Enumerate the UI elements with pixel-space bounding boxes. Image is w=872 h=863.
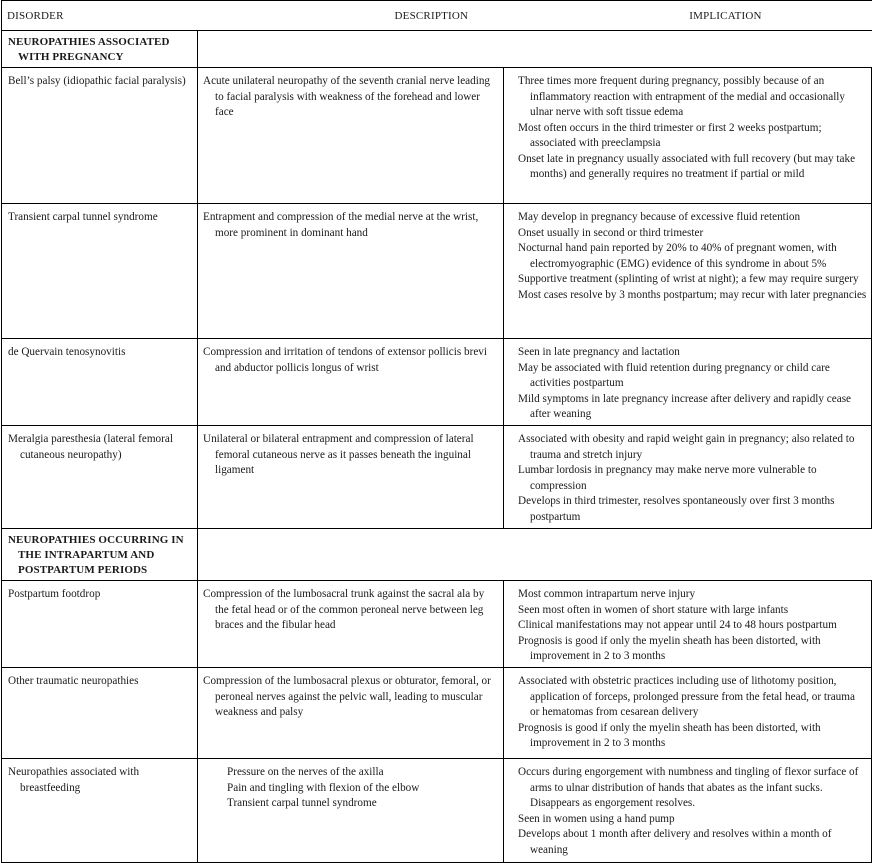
implication-item: Prognosis is good if only the myelin sheath has been distorted, with improvement in 2 to 3 months: [518, 721, 821, 749]
implication-item: May be associated with fluid retention during pregnancy or child care activities postpartum: [518, 361, 830, 389]
disorder-text: Transient carpal tunnel syndrome: [8, 211, 158, 223]
implication-item: Most often occurs in the third trimester or first 2 weeks postpartum; associated with preeclampsia: [518, 121, 822, 149]
header-implication: IMPLICATION: [689, 10, 762, 22]
disorder-text: Meralgia paresthesia (lateral femoral cutaneous neuropathy): [8, 433, 173, 461]
description-cell: [198, 581, 504, 668]
section-title-line: POSTPARTUM PERIODS: [18, 564, 148, 576]
table-row: [2, 581, 872, 668]
implication-item: Seen in women using a hand pump: [518, 812, 675, 825]
implication-cell: [504, 581, 872, 668]
table-row: [2, 668, 872, 759]
disorder-cell: [2, 339, 198, 426]
disorder-cell: [2, 668, 198, 759]
implication-item: Seen in late pregnancy and lactation: [518, 346, 680, 358]
implication-item: Develops in third trimester, resolves spontaneously over first 3 months postpartum: [518, 495, 835, 523]
section-header-row: [2, 31, 872, 68]
implication-item: Clinical manifestations may not appear until 24 to 48 hours postpartum: [518, 619, 837, 631]
description-item: Transient carpal tunnel syndrome: [227, 797, 377, 809]
disorder-text: Postpartum footdrop: [8, 588, 101, 600]
table-row: [2, 759, 872, 863]
disorder-cell: [2, 68, 198, 204]
implication-item: Onset usually in second or third trimester: [518, 226, 704, 239]
description-cell: [198, 426, 504, 529]
description-cell: [198, 339, 504, 426]
disorder-text: Neuropathies associated with breastfeeding: [8, 766, 140, 794]
implication-item: Mild symptoms in late pregnancy increase after delivery and rapidly cease after weaning: [518, 392, 852, 420]
description-cell: [198, 668, 504, 759]
disorder-text: de Quervain tenosynovitis: [8, 346, 126, 358]
description-text: Entrapment and compression of the medial nerve at the wrist, more prominent in dominant hand: [203, 211, 479, 239]
disorder-cell: [2, 759, 198, 863]
implication-item: Nocturnal hand pain reported by 20% to 40% of pregnant women, with electromyographic (EMG) evidence of this syndrome in about 5%: [518, 242, 837, 270]
table-row: [2, 339, 872, 426]
header-description-implication: [198, 1, 872, 31]
implication-cell: [504, 204, 872, 339]
implication-item: Prognosis is good if only the myelin sheath has been distorted, with improvement in 2 to 3 months: [518, 634, 821, 662]
disorder-text: Other traumatic neuropathies: [8, 675, 139, 687]
description-text: Compression of the lumbosacral trunk against the sacral ala by the fetal head or of the common peroneal nerve between leg braces and the fibular head: [203, 588, 485, 631]
implication-item: Associated with obesity and rapid weight gain in pregnancy; also related to trauma and stretch injury: [518, 433, 855, 461]
section-header-row: [2, 529, 872, 581]
implication-item: Three times more frequent during pregnancy, possibly because of an inflammatory reaction with entrapment of the medial and occasionally ulnar nerve with soft tissue edema: [518, 75, 846, 118]
disorder-cell: [2, 581, 198, 668]
implication-cell: [504, 426, 872, 529]
description-cell: [198, 204, 504, 339]
description-text: Compression of the lumbosacral plexus or obturator, femoral, or peroneal nerves against the pelvic wall, leading to muscular weakness and palsy: [203, 675, 491, 718]
implication-item: Occurs during engorgement with numbness and tingling of flexor surface of arms to ulnar distribution of hands that abates as the infant sucks. Disappears as engorgement resolves.: [518, 766, 859, 809]
description-text: Acute unilateral neuropathy of the seventh cranial nerve leading to facial paralysis with weakness of the forehead and lower face: [203, 75, 491, 118]
section-title-line: NEUROPATHIES ASSOCIATED: [8, 36, 170, 48]
description-cell: [198, 759, 504, 863]
implication-item: Lumbar lordosis in pregnancy may make nerve more vulnerable to compression: [518, 464, 817, 492]
implication-item: Associated with obstetric practices including use of lithotomy position, application of forceps, prolonged pressure from the fetal head, or trauma or hematomas from cesarean delivery: [518, 675, 855, 718]
implication-cell: [504, 668, 872, 759]
implication-cell: [504, 759, 872, 863]
table-row: [2, 426, 872, 529]
section-title-line: WITH PREGNANCY: [18, 51, 124, 63]
description-text: Unilateral or bilateral entrapment and compression of lateral femoral cutaneous nerve as it passes beneath the inguinal ligament: [203, 433, 474, 476]
header-description: DESCRIPTION: [394, 10, 469, 22]
section-spacer: [198, 31, 872, 68]
table-header-row: [2, 1, 872, 31]
implication-cell: [504, 339, 872, 426]
implication-item: Most cases resolve by 3 months postpartum; may recur with later pregnancies: [518, 288, 867, 301]
disorder-text: Bell’s palsy (idiopathic facial paralysis): [8, 75, 186, 87]
description-cell: [198, 68, 504, 204]
implication-item: Develops about 1 month after delivery and resolves within a month of weaning: [518, 828, 832, 856]
implication-item: Supportive treatment (splinting of wrist at night); a few may require surgery: [518, 273, 859, 285]
section-title: [2, 31, 198, 68]
table-row: [2, 68, 872, 204]
section-title-line: THE INTRAPARTUM AND: [18, 549, 155, 561]
description-text: Compression and irritation of tendons of extensor pollicis brevi and abductor pollicis longus of wrist: [203, 346, 487, 374]
disorder-cell: [2, 426, 198, 529]
implication-item: Most common intrapartum nerve injury: [518, 588, 696, 600]
disorder-cell: [2, 204, 198, 339]
implication-item: Onset late in pregnancy usually associated with full recovery (but may take months) and generally requires no treatment if partial or mild: [518, 152, 856, 180]
description-item: Pain and tingling with flexion of the elbow: [227, 781, 420, 794]
section-spacer: [198, 529, 872, 581]
implication-item: Seen most often in women of short stature with large infants: [518, 603, 789, 616]
section-title-line: NEUROPATHIES OCCURRING IN: [8, 534, 184, 546]
implication-cell: [504, 68, 872, 204]
description-item: Pressure on the nerves of the axilla: [227, 766, 384, 778]
header-disorder: DISORDER: [2, 1, 198, 31]
implication-item: May develop in pregnancy because of excessive fluid retention: [518, 211, 801, 223]
neuropathy-table: [1, 0, 872, 863]
table-row: [2, 204, 872, 339]
section-title: [2, 529, 198, 581]
